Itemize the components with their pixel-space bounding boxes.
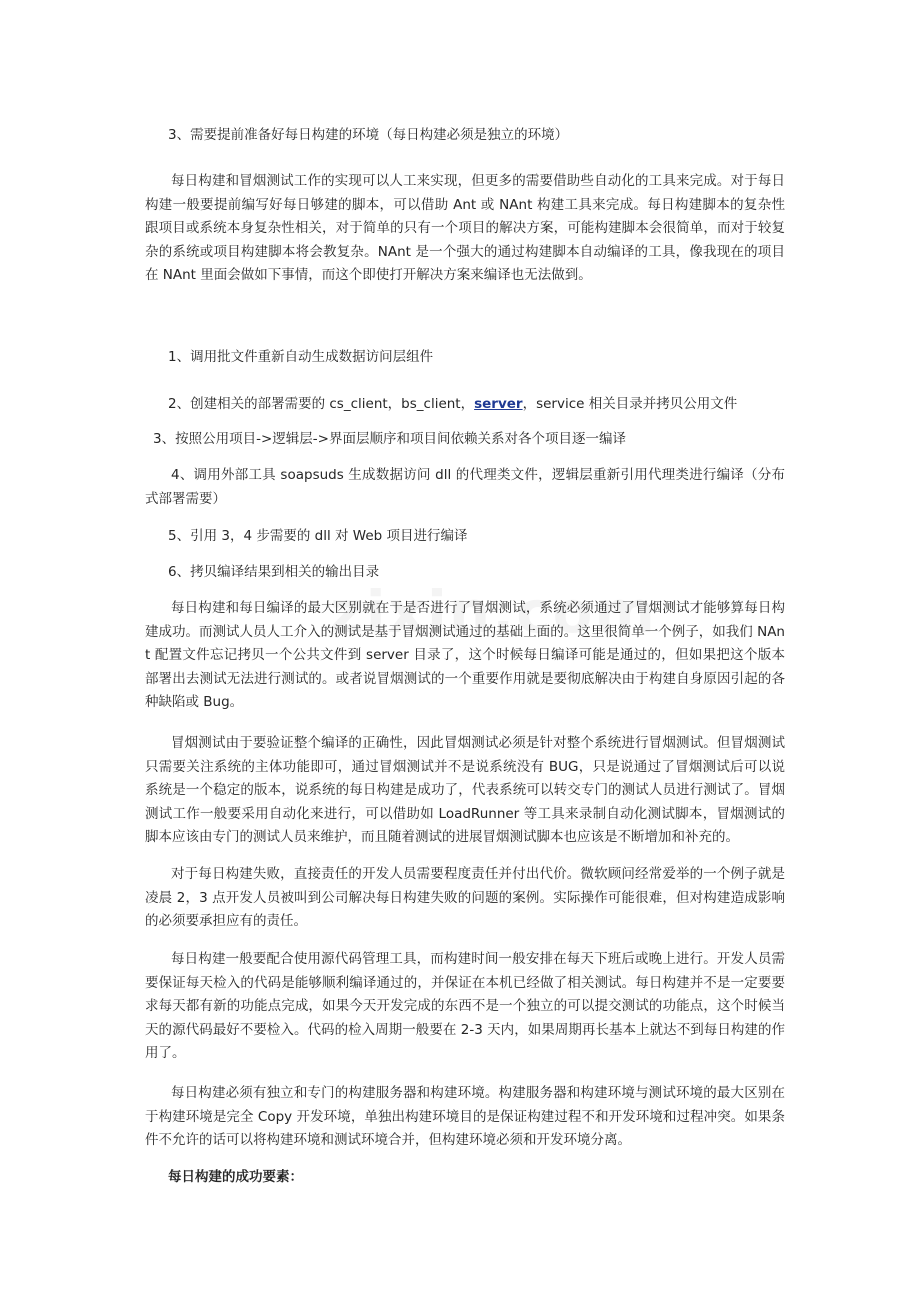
- paragraph-build-server: 每日构建必须有独立和专门的构建服务器和构建环境。构建服务器和构建环境与测试环境的最大区别在于构建环境是完全 Copy 开发环境，单独出构建环境目的是保证构建过程不和开发环境和过程冲突。如果条件不允许的话可以将构建环境和测试环境合并，但构建环境必须和开发环境分离。: [145, 1085, 785, 1148]
- step-2-text-after: ，service 相关目录并拷贝公用文件: [522, 396, 738, 412]
- step-3: 3、按照公用项目->逻辑层->界面层顺序和项目间依赖关系对各个项目逐一编译: [153, 431, 626, 447]
- paragraph-intro: 每日构建和冒烟测试工作的实现可以人工来实现，但更多的需要借助些自动化的工具来完成。对于每日构建一般要提前编写好每日够建的脚本，可以借助 Ant 或 NAnt 构建工具来完成。每日构建脚本的复杂性跟项目或系统本身复杂性相关，对于简单的只有一个项目的解决方案，可能构建脚本会很简单，而对于较复杂的系统或项目构建脚本将会教复杂。NAnt 是一个强大的通过构建脚本自动编译的工具，像我现在的项目在 NAnt 里面会做如下事情，而这个即使打开解决方案来编译也无法做到。: [145, 173, 785, 283]
- step-2: [168, 393, 737, 417]
- paragraph-smoke: 冒烟测试由于要验证整个编译的正确性，因此冒烟测试必须是针对整个系统进行冒烟测试。但冒烟测试只需要关注系统的主体功能即可，通过冒烟测试并不是说系统没有 BUG，只是说通过了冒烟测试后可以说系统是一个稳定的版本，说系统的每日构建是成功了，代表系统可以转交专门的测试人员进行测试了。冒烟测试工作一般要采用自动化来进行，可以借助如 LoadRunner 等工具来录制自动化测试脚本，冒烟测试的脚本应该由专门的测试人员来维护，而且随着测试的进展冒烟测试脚本也应该是不断增加和补充的。: [145, 735, 785, 845]
- paragraph-diff: 每日构建和每日编译的最大区别就在于是否进行了冒烟测试，系统必须通过了冒烟测试才能够算每日构建成功。而测试人员人工介入的测试是基于冒烟测试通过的基础上面的。这里很简单一个例子，如我们 NAnt 配置文件忘记拷贝一个公共文件到 server 目录了，这个时候每日编译可能是通过的，但如果把这个版本部署出去测试无法进行测试的。或者说冒烟测试的一个重要作用就是要彻底解决由于构建自身原因引起的各种缺陷或 Bug。: [145, 600, 785, 710]
- step-6: 6、拷贝编译结果到相关的输出目录: [168, 564, 380, 580]
- step-2-text-before: 2、创建相关的部署需要的 cs_client，bs_client，: [168, 396, 475, 412]
- success-factors-heading: 每日构建的成功要素：: [168, 1169, 303, 1185]
- paragraph-source-control: 每日构建一般要配合使用源代码管理工具，而构建时间一般安排在每天下班后或晚上进行。开发人员需要保证每天检入的代码是能够顺利编译通过的，并保证在本机已经做了相关测试。每日构建并不是一定要要求每天都有新的功能点完成，如果今天开发完成的东西不是一个独立的可以提交测试的功能点，这个时候当天的源代码最好不要检入。代码的检入周期一般要在 2-3 天内，如果周期再长基本上就达不到每日构建的作用了。: [145, 951, 785, 1061]
- step-4: 4、调用外部工具 soapsuds 生成数据访问 dll 的代理类文件，逻辑层重新引用代理类进行编译（分布式部署需要）: [145, 467, 785, 507]
- step-1: 1、调用批文件重新自动生成数据访问层组件: [168, 349, 434, 365]
- heading-env: 3、需要提前准备好每日构建的环境（每日构建必须是独立的环境）: [168, 127, 569, 143]
- server-link[interactable]: server: [474, 396, 523, 412]
- step-5: 5、引用 3，4 步需要的 dll 对 Web 项目进行编译: [168, 528, 468, 544]
- paragraph-build-failure: 对于每日构建失败，直接责任的开发人员需要程度责任并付出代价。微软顾问经常爱举的一个例子就是凌晨 2，3 点开发人员被叫到公司解决每日构建失败的问题的案例。实际操作可能很难，但对构建造成影响的必须要承担应有的责任。: [145, 866, 785, 929]
